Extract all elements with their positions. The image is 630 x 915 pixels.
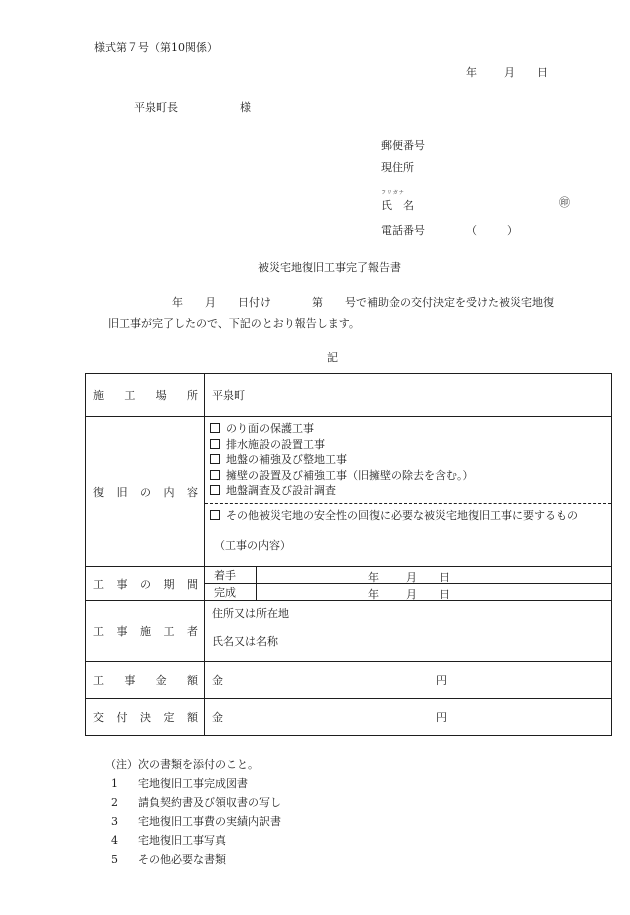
row-content (86, 417, 612, 567)
period-cell (205, 567, 612, 601)
body-year: 年 (172, 296, 183, 309)
content-item[interactable] (205, 437, 611, 453)
amount-unit: 円 (436, 674, 447, 687)
location-value: 平泉町 (205, 374, 612, 417)
body-day: 日付け (238, 296, 271, 309)
name-label: 氏 名 (381, 199, 414, 212)
body-number-prefix: 第 (312, 296, 323, 309)
content-cell (205, 417, 612, 567)
period-label: 工事の期間 (86, 567, 205, 601)
contractor-name-label: 氏名又は名称 (212, 635, 278, 648)
row-amount (86, 662, 612, 699)
phone-paren-open: （ (466, 224, 477, 237)
content-item-label: 擁壁の設置及び補強工事（旧擁壁の除去を含む。） (226, 468, 474, 482)
content-item-label: のり面の保護工事 (226, 422, 314, 435)
seal-mark: ㊞ (559, 196, 570, 209)
row-location (86, 374, 612, 417)
notes-item-number: 3 (111, 815, 118, 828)
grant-label: 交付決定額 (86, 699, 205, 736)
date-month-label: 月 (504, 66, 515, 79)
content-item[interactable] (205, 483, 611, 499)
addressee-name: 平泉町長 (134, 101, 178, 114)
notes-item-text: 宅地復旧工事費の実績内訳書 (138, 815, 281, 828)
notes-item-text: 請負契約書及び領収書の写し (138, 796, 281, 809)
content-label: 復旧の内容 (86, 417, 205, 567)
notes-item (105, 831, 281, 850)
body-line2: 旧工事が完了したので、下記のとおり報告します。 (108, 317, 360, 330)
notes-item-number: 1 (111, 777, 118, 790)
contractor-cell (205, 601, 612, 662)
notes-heading: （注）次の書類を添付のこと。 (105, 758, 259, 771)
day-label: 日 (439, 588, 450, 601)
notes-item-number: 5 (111, 853, 118, 866)
phone-label: 電話番号 (381, 224, 425, 237)
content-item[interactable] (205, 452, 611, 468)
year-label: 年 (368, 588, 379, 601)
document-title: 被災宅地復旧工事完了報告書 (258, 261, 401, 274)
other-detail-label: （工事の内容） (214, 539, 291, 552)
checkbox[interactable] (210, 485, 220, 495)
ki-heading: 記 (327, 351, 338, 364)
report-table (85, 373, 612, 736)
content-item-other[interactable] (205, 508, 611, 524)
row-contractor (86, 601, 612, 662)
notes-item-text: 宅地復旧工事写真 (138, 834, 226, 847)
form-number: 様式第７号（第10関係） (94, 41, 218, 54)
month-label: 月 (406, 571, 417, 584)
checkbox[interactable] (210, 423, 220, 433)
period-inner-table (205, 567, 611, 600)
phone-paren-close: ） (507, 224, 518, 237)
content-item[interactable] (205, 421, 611, 437)
postal-code-label: 郵便番号 (381, 139, 425, 152)
row-period (86, 567, 612, 601)
grant-cell[interactable] (205, 699, 612, 736)
notes-item-text: その他必要な書類 (138, 853, 226, 866)
checkbox[interactable] (210, 439, 220, 449)
checkbox[interactable] (210, 510, 220, 520)
period-end-label: 完成 (205, 584, 257, 601)
name-furigana-label: フリガナ (381, 190, 405, 196)
date-day-label: 日 (537, 66, 548, 79)
grant-prefix: 金 (212, 711, 223, 724)
notes-item (105, 812, 281, 831)
amount-label: 工事金額 (86, 662, 205, 699)
notes-item (105, 793, 281, 812)
checkbox[interactable] (210, 470, 220, 480)
contractor-address-label: 住所又は所在地 (212, 607, 289, 620)
period-start-date[interactable] (257, 567, 612, 584)
checkbox[interactable] (210, 454, 220, 464)
row-grant (86, 699, 612, 736)
contractor-label: 工事施工者 (86, 601, 205, 662)
current-address-label: 現住所 (381, 161, 414, 174)
period-end-date[interactable] (257, 584, 612, 601)
notes-item-text: 宅地復旧工事完成図書 (138, 777, 248, 790)
grant-unit: 円 (436, 711, 447, 724)
notes-item (105, 774, 281, 793)
amount-prefix: 金 (212, 674, 223, 687)
name-field-group (381, 190, 414, 213)
content-item-label: その他被災宅地の安全性の回復に必要な被災宅地復旧工事に要するもの (226, 508, 578, 522)
period-start-label: 着手 (205, 567, 257, 584)
location-label: 施工場所 (86, 374, 205, 417)
addressee-honorific: 様 (240, 101, 251, 114)
year-label: 年 (368, 571, 379, 584)
notes-item-number: 2 (111, 796, 118, 809)
notes-section (105, 755, 281, 869)
other-section (205, 503, 611, 554)
content-item-label: 地盤調査及び設計調査 (226, 484, 336, 497)
day-label: 日 (439, 571, 450, 584)
notes-item (105, 850, 281, 869)
amount-cell[interactable] (205, 662, 612, 699)
content-item-label: 排水施設の設置工事 (226, 437, 325, 451)
content-item[interactable] (205, 468, 611, 484)
body-line1-rest: 号で補助金の交付決定を受けた被災宅地復 (345, 296, 554, 309)
content-item-label: 地盤の補強及び整地工事 (226, 453, 347, 466)
notes-item-number: 4 (111, 834, 118, 847)
month-label: 月 (406, 588, 417, 601)
date-year-label: 年 (466, 66, 477, 79)
body-month: 月 (205, 296, 216, 309)
